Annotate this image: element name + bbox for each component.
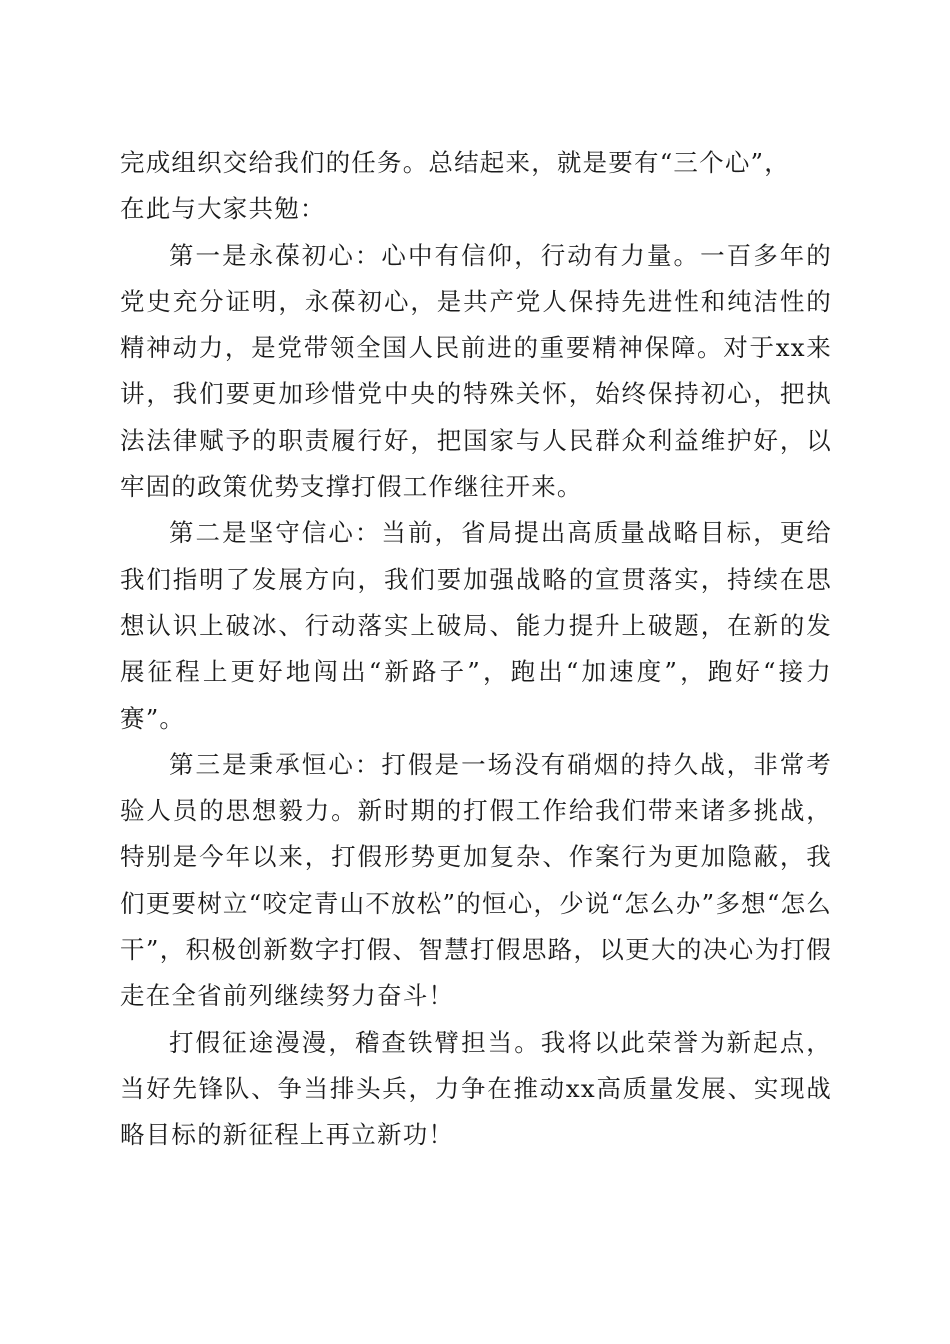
continuation-line-2: 在此与大家共勉： xyxy=(120,194,326,224)
paragraph-first-heart: 第一是永葆初心：心中有信仰，行动有力量。一百多年的党史充分证明，永葆初心，是共产党人保持先进性和纯洁性的精神动力，是党带领全国人民前进的重要精神保障。对于xx来讲，我们要更加珍惜党中央的特殊关怀，始终保持初心，把执法法律赋予的职责履行好，把国家与人民群众利益维护好，以牢固的政策优势支撑打假工作继往开来。 xyxy=(120,240,832,502)
continuation-line-1: 完成组织交给我们的任务。总结起来，就是要有“三个心”， xyxy=(120,148,790,177)
paragraph-closing: 打假征途漫漫，稽查铁臂担当。我将以此荣誉为新起点，当好先锋队、争当排头兵，力争在推动xx高质量发展、实现战略目标的新征程上再立新功！ xyxy=(120,1027,832,1150)
paragraph-second-heart: 第二是坚守信心：当前，省局提出高质量战略目标，更给我们指明了发展方向，我们要加强战略的宣贯落实，持续在思想认识上破冰、行动落实上破局、能力提升上破题，在新的发展征程上更好地闯出“新路子”，跑出“加速度”，跑好“接力赛”。 xyxy=(120,518,832,733)
continuation-paragraph xyxy=(120,140,832,233)
document-body xyxy=(120,140,832,1159)
paragraph-third-heart: 第三是秉承恒心：打假是一场没有硝烟的持久战，非常考验人员的思想毅力。新时期的打假工作给我们带来诸多挑战，特别是今年以来，打假形势更加复杂、作案行为更加隐蔽，我们更要树立“咬定青山不放松”的恒心，少说“怎么办”多想“怎么干”，积极创新数字打假、智慧打假思路，以更大的决心为打假走在全省前列继续努力奋斗！ xyxy=(120,749,832,1011)
